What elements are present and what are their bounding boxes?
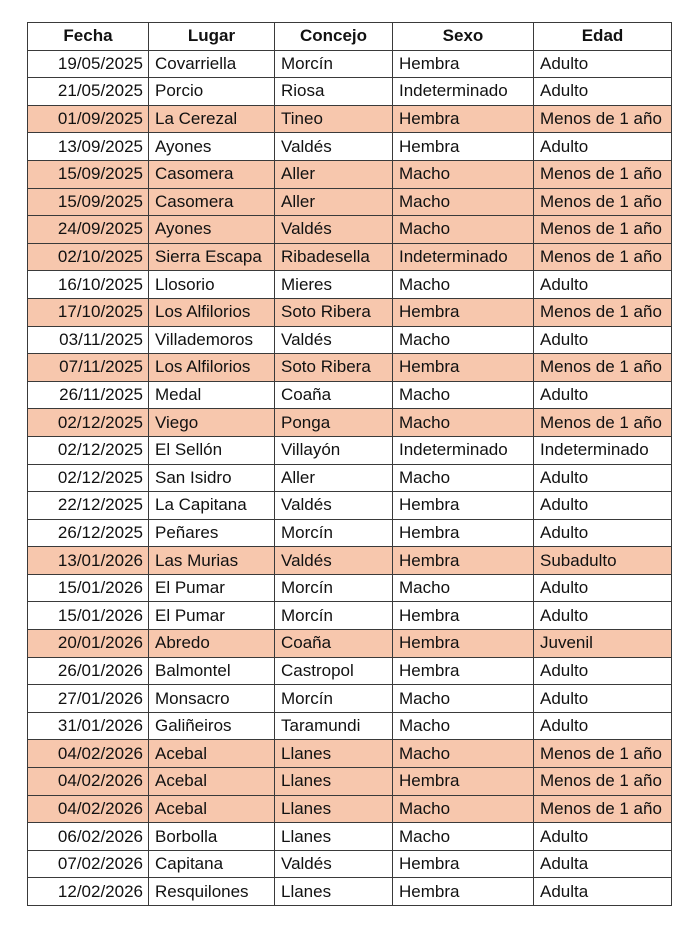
table-row <box>28 243 672 271</box>
cell-sexo: Macho <box>393 795 534 823</box>
cell-fecha: 12/02/2026 <box>28 878 149 906</box>
cell-concejo: Llanes <box>275 795 393 823</box>
cell-concejo: Valdés <box>275 492 393 520</box>
cell-concejo: Morcín <box>275 574 393 602</box>
cell-sexo: Hembra <box>393 50 534 78</box>
cell-lugar: Ayones <box>149 133 275 161</box>
cell-fecha: 04/02/2026 <box>28 768 149 796</box>
cell-concejo: Coaña <box>275 381 393 409</box>
cell-sexo: Indeterminado <box>393 436 534 464</box>
cell-sexo: Indeterminado <box>393 78 534 106</box>
cell-lugar: Covarriella <box>149 50 275 78</box>
cell-edad: Adulto <box>534 823 672 851</box>
cell-concejo: Soto Ribera <box>275 354 393 382</box>
cell-concejo: Aller <box>275 160 393 188</box>
cell-fecha: 01/09/2025 <box>28 105 149 133</box>
cell-fecha: 06/02/2026 <box>28 823 149 851</box>
cell-fecha: 02/12/2025 <box>28 436 149 464</box>
cell-lugar: Llosorio <box>149 271 275 299</box>
table-row <box>28 436 672 464</box>
cell-lugar: La Cerezal <box>149 105 275 133</box>
cell-sexo: Hembra <box>393 768 534 796</box>
table-row <box>28 50 672 78</box>
cell-edad: Menos de 1 año <box>534 795 672 823</box>
cell-lugar: Acebal <box>149 795 275 823</box>
cell-sexo: Macho <box>393 271 534 299</box>
cell-fecha: 19/05/2025 <box>28 50 149 78</box>
cell-sexo: Macho <box>393 409 534 437</box>
cell-fecha: 16/10/2025 <box>28 271 149 299</box>
cell-concejo: Aller <box>275 464 393 492</box>
table-row <box>28 878 672 906</box>
cell-sexo: Hembra <box>393 602 534 630</box>
cell-fecha: 26/12/2025 <box>28 519 149 547</box>
cell-concejo: Coaña <box>275 630 393 658</box>
cell-edad: Menos de 1 año <box>534 768 672 796</box>
cell-lugar: Balmontel <box>149 657 275 685</box>
cell-concejo: Villayón <box>275 436 393 464</box>
cell-concejo: Llanes <box>275 878 393 906</box>
table-row <box>28 823 672 851</box>
table-row <box>28 602 672 630</box>
cell-concejo: Mieres <box>275 271 393 299</box>
cell-concejo: Morcín <box>275 602 393 630</box>
table-row <box>28 630 672 658</box>
table-row <box>28 409 672 437</box>
cell-edad: Adulto <box>534 657 672 685</box>
cell-sexo: Indeterminado <box>393 243 534 271</box>
cell-concejo: Morcín <box>275 685 393 713</box>
cell-lugar: Medal <box>149 381 275 409</box>
cell-sexo: Macho <box>393 823 534 851</box>
table-row <box>28 547 672 575</box>
cell-fecha: 27/01/2026 <box>28 685 149 713</box>
cell-lugar: Los Alfilorios <box>149 298 275 326</box>
cell-sexo: Hembra <box>393 630 534 658</box>
cell-sexo: Macho <box>393 685 534 713</box>
cell-lugar: Resquilones <box>149 878 275 906</box>
cell-sexo: Hembra <box>393 133 534 161</box>
cell-fecha: 24/09/2025 <box>28 216 149 244</box>
cell-edad: Adulto <box>534 712 672 740</box>
table-row <box>28 105 672 133</box>
cell-fecha: 22/12/2025 <box>28 492 149 520</box>
cell-edad: Menos de 1 año <box>534 740 672 768</box>
table-row <box>28 354 672 382</box>
cell-sexo: Macho <box>393 160 534 188</box>
cell-concejo: Soto Ribera <box>275 298 393 326</box>
cell-edad: Menos de 1 año <box>534 188 672 216</box>
cell-lugar: Porcio <box>149 78 275 106</box>
cell-sexo: Hembra <box>393 354 534 382</box>
cell-edad: Subadulto <box>534 547 672 575</box>
table-row <box>28 685 672 713</box>
table-row <box>28 133 672 161</box>
cell-edad: Adulto <box>534 271 672 299</box>
cell-concejo: Ribadesella <box>275 243 393 271</box>
cell-fecha: 17/10/2025 <box>28 298 149 326</box>
cell-sexo: Macho <box>393 216 534 244</box>
cell-lugar: El Pumar <box>149 602 275 630</box>
cell-lugar: Abredo <box>149 630 275 658</box>
cell-concejo: Valdés <box>275 547 393 575</box>
cell-fecha: 15/09/2025 <box>28 160 149 188</box>
header-concejo: Concejo <box>275 23 393 51</box>
cell-fecha: 15/01/2026 <box>28 574 149 602</box>
cell-edad: Adulto <box>534 78 672 106</box>
cell-edad: Adulto <box>534 464 672 492</box>
table-row <box>28 188 672 216</box>
cell-lugar: Galiñeiros <box>149 712 275 740</box>
cell-fecha: 21/05/2025 <box>28 78 149 106</box>
cell-concejo: Tineo <box>275 105 393 133</box>
cell-fecha: 26/01/2026 <box>28 657 149 685</box>
cell-sexo: Macho <box>393 188 534 216</box>
cell-sexo: Macho <box>393 740 534 768</box>
cell-fecha: 13/09/2025 <box>28 133 149 161</box>
cell-lugar: Villademoros <box>149 326 275 354</box>
cell-concejo: Morcín <box>275 519 393 547</box>
cell-fecha: 02/12/2025 <box>28 464 149 492</box>
cell-edad: Menos de 1 año <box>534 409 672 437</box>
cell-lugar: Peñares <box>149 519 275 547</box>
cell-concejo: Valdés <box>275 216 393 244</box>
cell-lugar: San Isidro <box>149 464 275 492</box>
cell-lugar: La Capitana <box>149 492 275 520</box>
header-sexo: Sexo <box>393 23 534 51</box>
cell-lugar: Los Alfilorios <box>149 354 275 382</box>
cell-edad: Menos de 1 año <box>534 216 672 244</box>
cell-sexo: Macho <box>393 381 534 409</box>
cell-fecha: 13/01/2026 <box>28 547 149 575</box>
cell-sexo: Hembra <box>393 519 534 547</box>
header-row <box>28 23 672 51</box>
cell-fecha: 03/11/2025 <box>28 326 149 354</box>
cell-sexo: Macho <box>393 574 534 602</box>
cell-fecha: 07/02/2026 <box>28 850 149 878</box>
table-row <box>28 492 672 520</box>
cell-fecha: 04/02/2026 <box>28 795 149 823</box>
cell-edad: Adulto <box>534 133 672 161</box>
cell-edad: Adulto <box>534 685 672 713</box>
header-edad: Edad <box>534 23 672 51</box>
cell-fecha: 04/02/2026 <box>28 740 149 768</box>
cell-sexo: Macho <box>393 326 534 354</box>
cell-lugar: Viego <box>149 409 275 437</box>
cell-concejo: Morcín <box>275 50 393 78</box>
cell-edad: Adulto <box>534 574 672 602</box>
cell-lugar: Borbolla <box>149 823 275 851</box>
table-row <box>28 850 672 878</box>
table-row <box>28 216 672 244</box>
cell-fecha: 02/10/2025 <box>28 243 149 271</box>
cell-edad: Adulto <box>534 50 672 78</box>
cell-edad: Indeterminado <box>534 436 672 464</box>
table-row <box>28 657 672 685</box>
table-row <box>28 795 672 823</box>
cell-edad: Adulta <box>534 850 672 878</box>
cell-lugar: El Sellón <box>149 436 275 464</box>
table-row <box>28 381 672 409</box>
cell-sexo: Hembra <box>393 878 534 906</box>
cell-edad: Menos de 1 año <box>534 298 672 326</box>
cell-concejo: Valdés <box>275 133 393 161</box>
cell-lugar: Acebal <box>149 768 275 796</box>
cell-lugar: Sierra Escapa <box>149 243 275 271</box>
table-row <box>28 768 672 796</box>
cell-lugar: El Pumar <box>149 574 275 602</box>
cell-concejo: Ponga <box>275 409 393 437</box>
cell-edad: Adulto <box>534 492 672 520</box>
cell-concejo: Castropol <box>275 657 393 685</box>
cell-sexo: Hembra <box>393 547 534 575</box>
cell-concejo: Aller <box>275 188 393 216</box>
table-row <box>28 740 672 768</box>
cell-lugar: Ayones <box>149 216 275 244</box>
cell-concejo: Valdés <box>275 850 393 878</box>
cell-edad: Menos de 1 año <box>534 105 672 133</box>
cell-concejo: Valdés <box>275 326 393 354</box>
cell-concejo: Taramundi <box>275 712 393 740</box>
cell-lugar: Casomera <box>149 160 275 188</box>
cell-lugar: Casomera <box>149 188 275 216</box>
cell-lugar: Monsacro <box>149 685 275 713</box>
cell-fecha: 31/01/2026 <box>28 712 149 740</box>
cell-edad: Adulto <box>534 381 672 409</box>
cell-fecha: 26/11/2025 <box>28 381 149 409</box>
cell-edad: Juvenil <box>534 630 672 658</box>
cell-fecha: 07/11/2025 <box>28 354 149 382</box>
table-row <box>28 712 672 740</box>
cell-fecha: 15/09/2025 <box>28 188 149 216</box>
cell-fecha: 15/01/2026 <box>28 602 149 630</box>
header-fecha: Fecha <box>28 23 149 51</box>
cell-concejo: Llanes <box>275 740 393 768</box>
cell-lugar: Capitana <box>149 850 275 878</box>
table-header <box>28 23 672 51</box>
cell-edad: Adulto <box>534 326 672 354</box>
cell-sexo: Hembra <box>393 492 534 520</box>
cell-sexo: Hembra <box>393 850 534 878</box>
cell-edad: Adulta <box>534 878 672 906</box>
table-row <box>28 519 672 547</box>
table-row <box>28 326 672 354</box>
header-lugar: Lugar <box>149 23 275 51</box>
table-row <box>28 160 672 188</box>
cell-edad: Menos de 1 año <box>534 160 672 188</box>
cell-lugar: Acebal <box>149 740 275 768</box>
table-row <box>28 271 672 299</box>
cell-lugar: Las Murias <box>149 547 275 575</box>
cell-fecha: 02/12/2025 <box>28 409 149 437</box>
cell-sexo: Hembra <box>393 657 534 685</box>
table-row <box>28 78 672 106</box>
cell-sexo: Hembra <box>393 298 534 326</box>
table-row <box>28 464 672 492</box>
cell-edad: Adulto <box>534 519 672 547</box>
cell-concejo: Riosa <box>275 78 393 106</box>
cell-concejo: Llanes <box>275 768 393 796</box>
cell-fecha: 20/01/2026 <box>28 630 149 658</box>
table-row <box>28 574 672 602</box>
cell-sexo: Macho <box>393 464 534 492</box>
cell-edad: Adulto <box>534 602 672 630</box>
cell-edad: Menos de 1 año <box>534 243 672 271</box>
cell-edad: Menos de 1 año <box>534 354 672 382</box>
table-row <box>28 298 672 326</box>
cell-sexo: Macho <box>393 712 534 740</box>
records-table <box>27 22 672 906</box>
cell-sexo: Hembra <box>393 105 534 133</box>
cell-concejo: Llanes <box>275 823 393 851</box>
table-body <box>28 50 672 905</box>
